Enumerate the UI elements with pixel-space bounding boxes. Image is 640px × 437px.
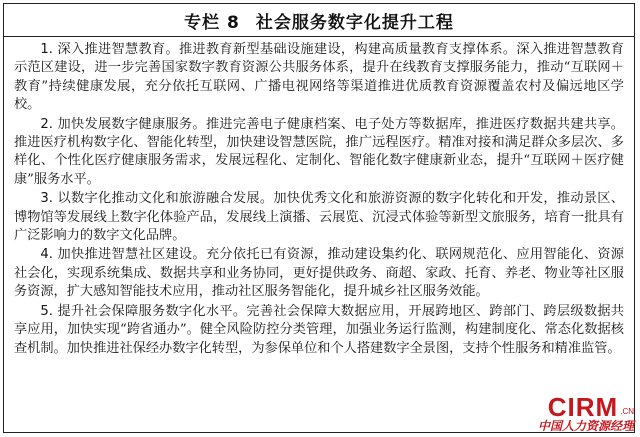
watermark-logo: CIRM [547,392,619,422]
section-health [14,116,624,190]
column-title: 社会服务数字化提升工程 [255,12,454,33]
column-box [3,3,635,433]
section-social-security [14,303,624,358]
section-heading: 3. 以数字化推动文化和旅游融合发展。 [40,191,274,207]
section-heading: 5. 提升社会保障服务数字化水平。 [40,303,247,319]
section-culture-tourism [14,190,624,245]
section-smart-community [14,246,624,301]
column-title-bar [4,4,634,37]
column-number: 专栏 8 [184,12,240,33]
column-body [4,37,634,358]
section-text: 推进完善电子健康档案、电子处方等数据库，推进医疗数据共建共享。推进医疗机构数字化、智能化转型，加快建设智慧医院，推广远程医疗。精准对接和满足群众多层次、多样化、个性化医疗健康服务需求，发展远程化、定制化、智能化数字健康新业态，提升“互联网＋医疗健康”服务水平。 [14,116,624,187]
section-text: 完善社会保障大数据应用，开展跨地区、跨部门、跨层级数据共享应用，加快实现“跨省通办”。健全风险防控分类管理，加强业务运行监测，构建制度化、常态化数据核查机制。加快推进社保经办数字化转型，为参保单位和个人搭建数字全景图，支持个性服务和精准监管。 [14,303,624,356]
watermark-suffix: .CN [620,407,634,416]
section-education [14,41,624,115]
section-heading: 4. 加快推进智慧社区建设。 [40,247,206,263]
section-text: 充分依托已有资源，推动建设集约化、联网规范化、应用智能化、资源社会化，实现系统集成、数据共享和业务协同，更好提供政务、商超、家政、托育、养老、物业等社区服务资源，扩大感知智能技术应用，推动社区服务智能化，提升城乡社区服务效能。 [14,247,624,300]
section-text: 加快优秀文化和旅游资源的数字化转化和开发，推动景区、博物馆等发展线上数字化体验产品，发展线上演播、云展览、沉浸式体验等新型文旅服务，培育一批具有广泛影响力的数字文化品牌。 [14,191,624,244]
section-heading: 1. 深入推进智慧教育。 [40,42,179,57]
section-heading: 2. 加快发展数字健康服务。 [40,116,206,132]
section-text: 推进教育新型基础设施建设，构建高质量教育支撑体系。深入推进智慧教育示范区建设，进一步完善国家数字教育资源公共服务体系，提升在线教育支撑服务能力，推动“互联网＋教育”持续健康发展，充分依托互联网、广播电视网络等渠道推进优质教育资源覆盖农村及偏远地区学校。 [14,42,624,113]
watermark-text: 中国人力资源经理 [537,419,634,433]
